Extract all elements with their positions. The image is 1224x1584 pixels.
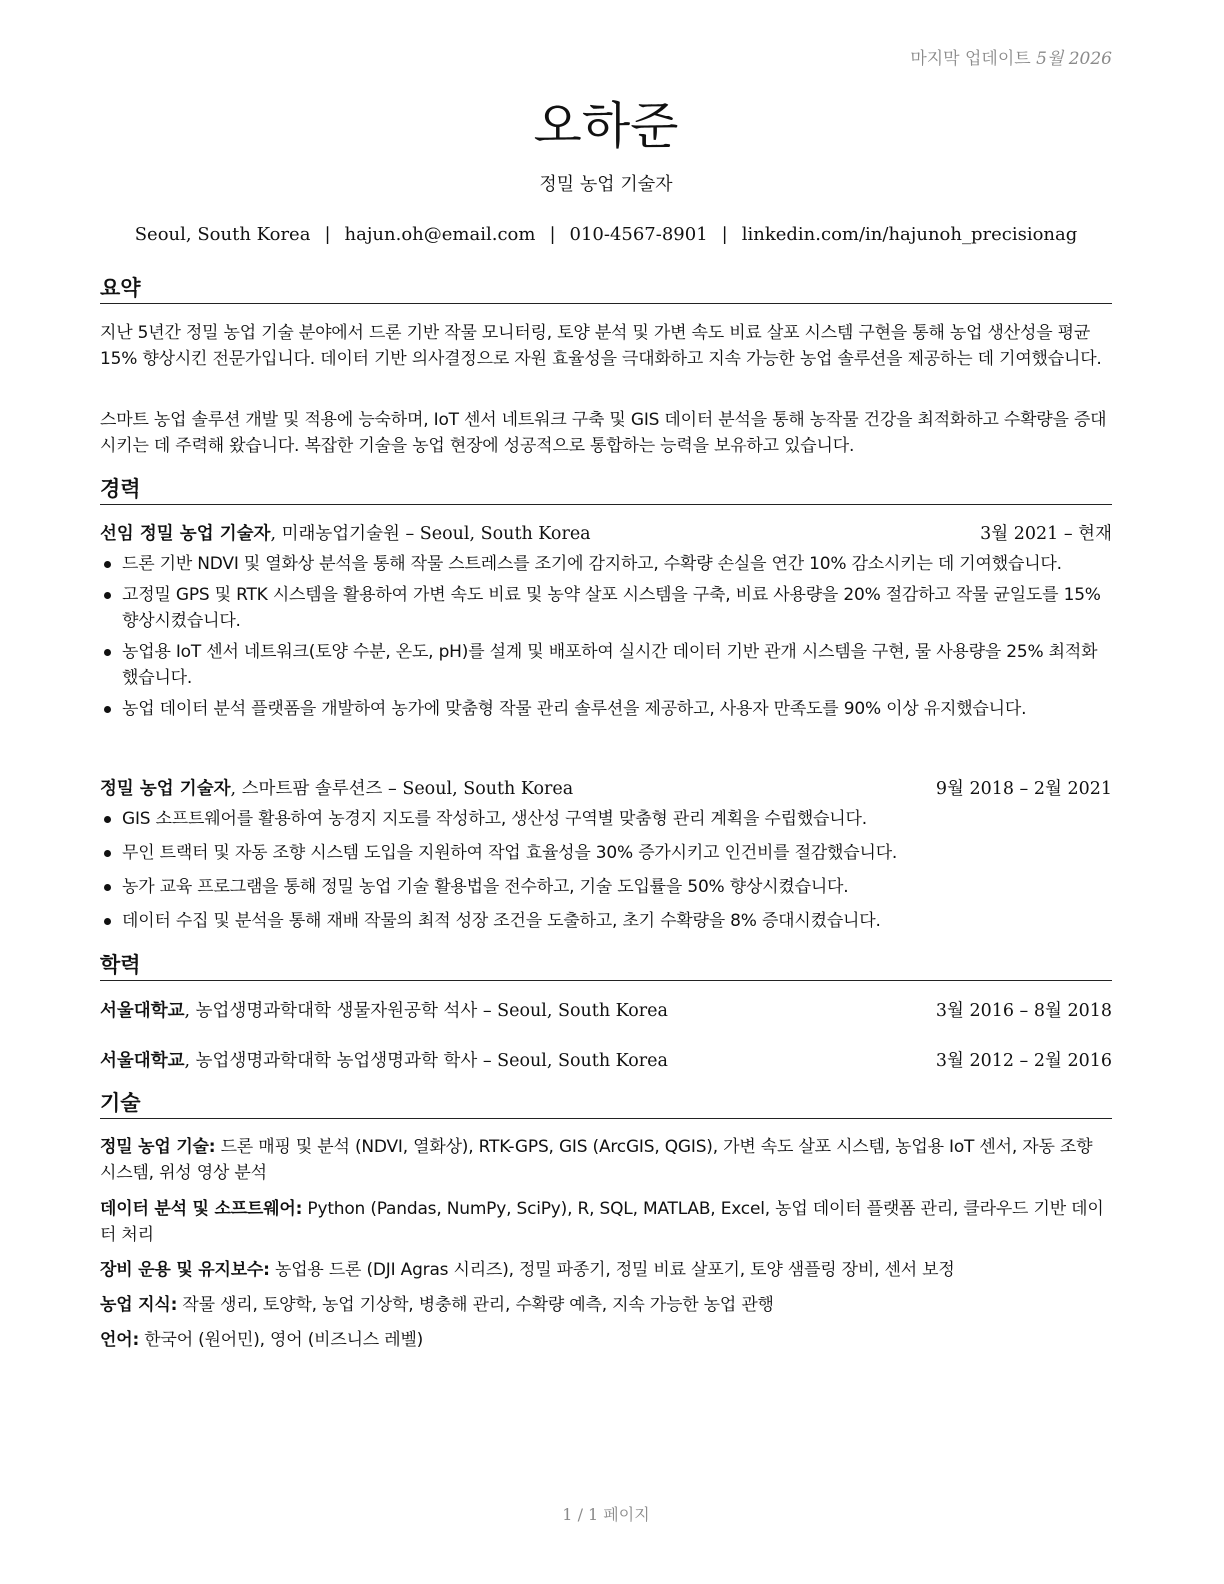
list-item: 고정밀 GPS 및 RTK 시스템을 활용하여 가변 속도 비료 및 농약 살포 시스템을 구축, 비료 사용량을 20% 절감하고 작물 균일도를 15% 향상시켰습니다. xyxy=(100,582,1112,634)
candidate-headline: 정밀 농업 기술자 xyxy=(539,174,673,195)
education-entry xyxy=(100,1048,1112,1074)
list-item: 무인 트랙터 및 자동 조향 시스템 도입을 지원하여 작업 효율성을 30% 증가시키고 인건비를 절감했습니다. xyxy=(100,840,1112,866)
skill-category: 정밀 농업 기술: xyxy=(100,1137,216,1157)
skill-values: Python (Pandas, NumPy, SciPy), R, SQL, MATLAB, Excel, 농업 데이터 플랫폼 관리, 클라우드 기반 데이터 처리 xyxy=(100,1199,1104,1245)
contact-line xyxy=(100,224,1112,245)
section-title-skills: 기술 xyxy=(100,1089,1112,1119)
summary-paragraph-1: 지난 5년간 정밀 농업 기술 분야에서 드론 기반 작물 모니터링, 토양 분석 및 가변 속도 비료 살포 시스템 구현을 통해 농업 생산성을 평균 15% 향상시킨 전문가입니다. 데이터 기반 의사결정으로 자원 효율성을 극대화하고 지속 가능한 농업 솔루션을 제공하는 데 기여했습니다. xyxy=(100,323,1102,369)
contact-linkedin[interactable]: linkedin.com/in/hajunoh_precisionag xyxy=(741,224,1078,245)
summary-paragraph-2: 스마트 농업 솔루션 개발 및 적용에 능숙하며, IoT 센서 네트워크 구축 및 GIS 데이터 분석을 통해 농작물 건강을 최적화하고 수확량을 증대시키는 데 주력해 왔습니다. 복잡한 기술을 농업 현장에 성공적으로 통합하는 능력을 보유하고 있습니다. xyxy=(100,410,1107,456)
last-updated-label: 마지막 업데이트 xyxy=(910,49,1031,69)
skill-line xyxy=(100,1292,1112,1318)
job-bullets xyxy=(100,806,1112,934)
job-heading xyxy=(100,776,1112,802)
skill-values: 드론 매핑 및 분석 (NDVI, 열화상), RTK-GPS, GIS (ArcGIS, QGIS), 가변 속도 살포 시스템, 농업용 IoT 센서, 자동 조향 시스템, 위성 영상 분석 xyxy=(100,1137,1093,1183)
contact-separator: | xyxy=(324,224,331,245)
job-bullets xyxy=(100,551,1112,722)
list-item: GIS 소프트웨어를 활용하여 농경지 지도를 작성하고, 생산성 구역별 맞춤형 관리 계획을 수립했습니다. xyxy=(100,806,1112,832)
list-item: 농업 데이터 분석 플랫폼을 개발하여 농가에 맞춤형 작물 관리 솔루션을 제공하고, 사용자 만족도를 90% 이상 유지했습니다. xyxy=(100,696,1112,722)
job-dates: 9월 2018 – 2월 2021 xyxy=(935,779,1112,799)
last-updated-date: 5월 2026 xyxy=(1036,49,1112,69)
contact-separator: | xyxy=(549,224,556,245)
list-item: 드론 기반 NDVI 및 열화상 분석을 통해 작물 스트레스를 조기에 감지하고, 수확량 손실을 연간 10% 감소시키는 데 기여했습니다. xyxy=(100,551,1112,577)
skill-category: 언어: xyxy=(100,1330,140,1350)
education-school: 서울대학교 xyxy=(100,1001,185,1021)
last-updated xyxy=(910,44,1112,69)
education-detail: , 농업생명과학대학 농업생명과학 학사 – Seoul, South Korea xyxy=(184,1051,668,1071)
skill-values: 작물 생리, 토양학, 농업 기상학, 병충해 관리, 수확량 예측, 지속 가능한 농업 관행 xyxy=(177,1295,774,1315)
contact-email[interactable]: hajun.oh@email.com xyxy=(344,224,536,245)
page-number: 1 / 1 페이지 xyxy=(562,1505,650,1524)
resume-page xyxy=(100,0,1112,1584)
list-item: 농가 교육 프로그램을 통해 정밀 농업 기술 활용법을 전수하고, 기술 도입률을 50% 향상시켰습니다. xyxy=(100,874,1112,900)
education-dates: 3월 2016 – 8월 2018 xyxy=(935,1001,1112,1021)
job-title: 선임 정밀 농업 기술자 xyxy=(100,524,271,544)
skill-line xyxy=(100,1257,1112,1283)
education-school: 서울대학교 xyxy=(100,1051,185,1071)
skill-values: 농업용 드론 (DJI Agras 시리즈), 정밀 파종기, 정밀 비료 살포기, 토양 샘플링 장비, 센서 보정 xyxy=(269,1260,955,1280)
job-org: , 스마트팜 솔루션즈 – Seoul, South Korea xyxy=(230,779,574,799)
job-heading xyxy=(100,521,1112,547)
list-item: 농업용 IoT 센서 네트워크(토양 수분, 온도, pH)를 설계 및 배포하여 실시간 데이터 기반 관개 시스템을 구현, 물 사용량을 25% 최적화했습니다. xyxy=(100,639,1112,691)
job-title: 정밀 농업 기술자 xyxy=(100,779,231,799)
job-dates: 3월 2021 – 현재 xyxy=(980,524,1112,544)
contact-separator: | xyxy=(721,224,728,245)
education-detail: , 농업생명과학대학 생물자원공학 석사 – Seoul, South Korea xyxy=(184,1001,668,1021)
section-title-summary: 요약 xyxy=(100,274,1112,304)
education-dates: 3월 2012 – 2월 2016 xyxy=(935,1051,1112,1071)
job-org: , 미래농업기술원 – Seoul, South Korea xyxy=(270,524,591,544)
skill-values: 한국어 (원어민), 영어 (비즈니스 레벨) xyxy=(139,1330,424,1350)
skill-line xyxy=(100,1196,1112,1248)
skill-line xyxy=(100,1327,1112,1353)
skill-category: 장비 운용 및 유지보수: xyxy=(100,1260,270,1280)
skill-line xyxy=(100,1134,1112,1186)
skill-category: 농업 지식: xyxy=(100,1295,178,1315)
section-title-experience: 경력 xyxy=(100,475,1112,505)
contact-phone: 010-4567-8901 xyxy=(569,224,708,245)
skill-category: 데이터 분석 및 소프트웨어: xyxy=(100,1199,303,1219)
candidate-name: 오하준 xyxy=(533,97,679,155)
contact-location: Seoul, South Korea xyxy=(134,224,311,245)
section-title-education: 학력 xyxy=(100,951,1112,981)
list-item: 데이터 수집 및 분석을 통해 재배 작물의 최적 성장 조건을 도출하고, 초기 수확량을 8% 증대시켰습니다. xyxy=(100,908,1112,934)
education-entry xyxy=(100,998,1112,1024)
